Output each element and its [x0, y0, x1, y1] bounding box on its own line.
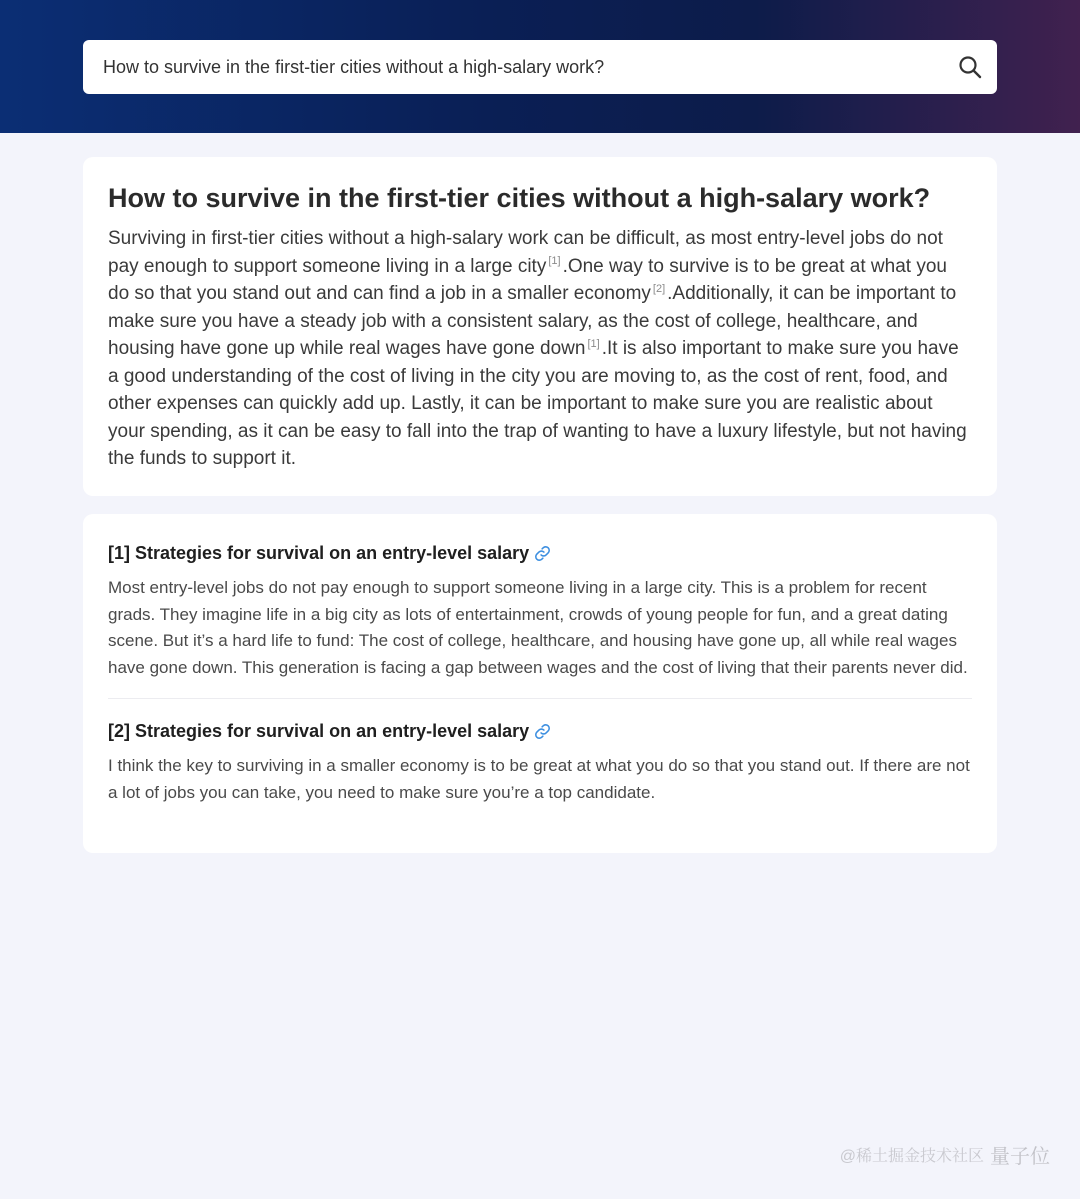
source-title-text[interactable]: [2] Strategies for survival on an entry-level salary [108, 721, 530, 741]
source-title [108, 718, 972, 744]
source-title [108, 540, 972, 566]
search-input[interactable] [83, 40, 943, 94]
header-banner [0, 0, 1080, 133]
watermark-brand: 量子位 [990, 1146, 1050, 1168]
source-divider [108, 698, 972, 699]
watermark [840, 1140, 1050, 1169]
search-icon [958, 55, 982, 79]
citation-link[interactable]: [1] [548, 255, 561, 268]
link-icon[interactable] [534, 545, 551, 562]
source-item [108, 718, 972, 806]
citation-link[interactable]: [2] [652, 282, 666, 295]
source-item [108, 540, 972, 681]
answer-segment: Surviving in first-tier cities without a high-salary work can be difficult, as most entry-level jobs do not pay enough to support someone living in a large city [108, 228, 943, 277]
search-bar [83, 40, 997, 94]
search-button[interactable] [943, 40, 997, 94]
answer-card [83, 157, 997, 496]
answer-body [108, 225, 972, 473]
source-title-text[interactable]: [1] Strategies for survival on an entry-level salary [108, 543, 530, 563]
answer-title: How to survive in the first-tier cities without a high-salary work? [108, 183, 931, 213]
source-text: I think the key to surviving in a smaller economy is to be great at what you do so that you stand out. If there are not a lot of jobs you can take, you need to make sure you’re a top candidate. [108, 756, 970, 802]
watermark-handle: @稀土掘金技术社区 [839, 1148, 984, 1165]
answer-segment: .It is also important to make sure you have a good understanding of the cost of living in the city you are moving to, as the cost of rent, food, and other expenses can quickly add up. Lastly, it can be important to make sure you are realistic about your spending, as it can be easy to fall into the trap of wanting to have a luxury lifestyle, but not having the funds to support it. [108, 338, 967, 469]
sources-card [83, 514, 997, 853]
answer-segment: .One way to survive is to be great at what you do so that you stand out and can find a job in a smaller economy [108, 255, 947, 304]
link-icon[interactable] [534, 723, 551, 740]
citation-link[interactable]: [1] [587, 337, 600, 350]
answer-segment: .Additionally, it can be important to make sure you have a steady job with a consistent salary, as the cost of college, healthcare, and housing have gone up while real wages have gone down [108, 283, 957, 359]
source-text: Most entry-level jobs do not pay enough to support someone living in a large city. This is a problem for recent grads. They imagine life in a big city as lots of entertainment, crowds of young people for fun, and a great dating scene. But it’s a hard life to fund: The cost of college, healthcare, and housing have gone up, all while real wages have gone down. This generation is facing a gap between wages and the cost of living that their parents never did. [108, 578, 968, 677]
